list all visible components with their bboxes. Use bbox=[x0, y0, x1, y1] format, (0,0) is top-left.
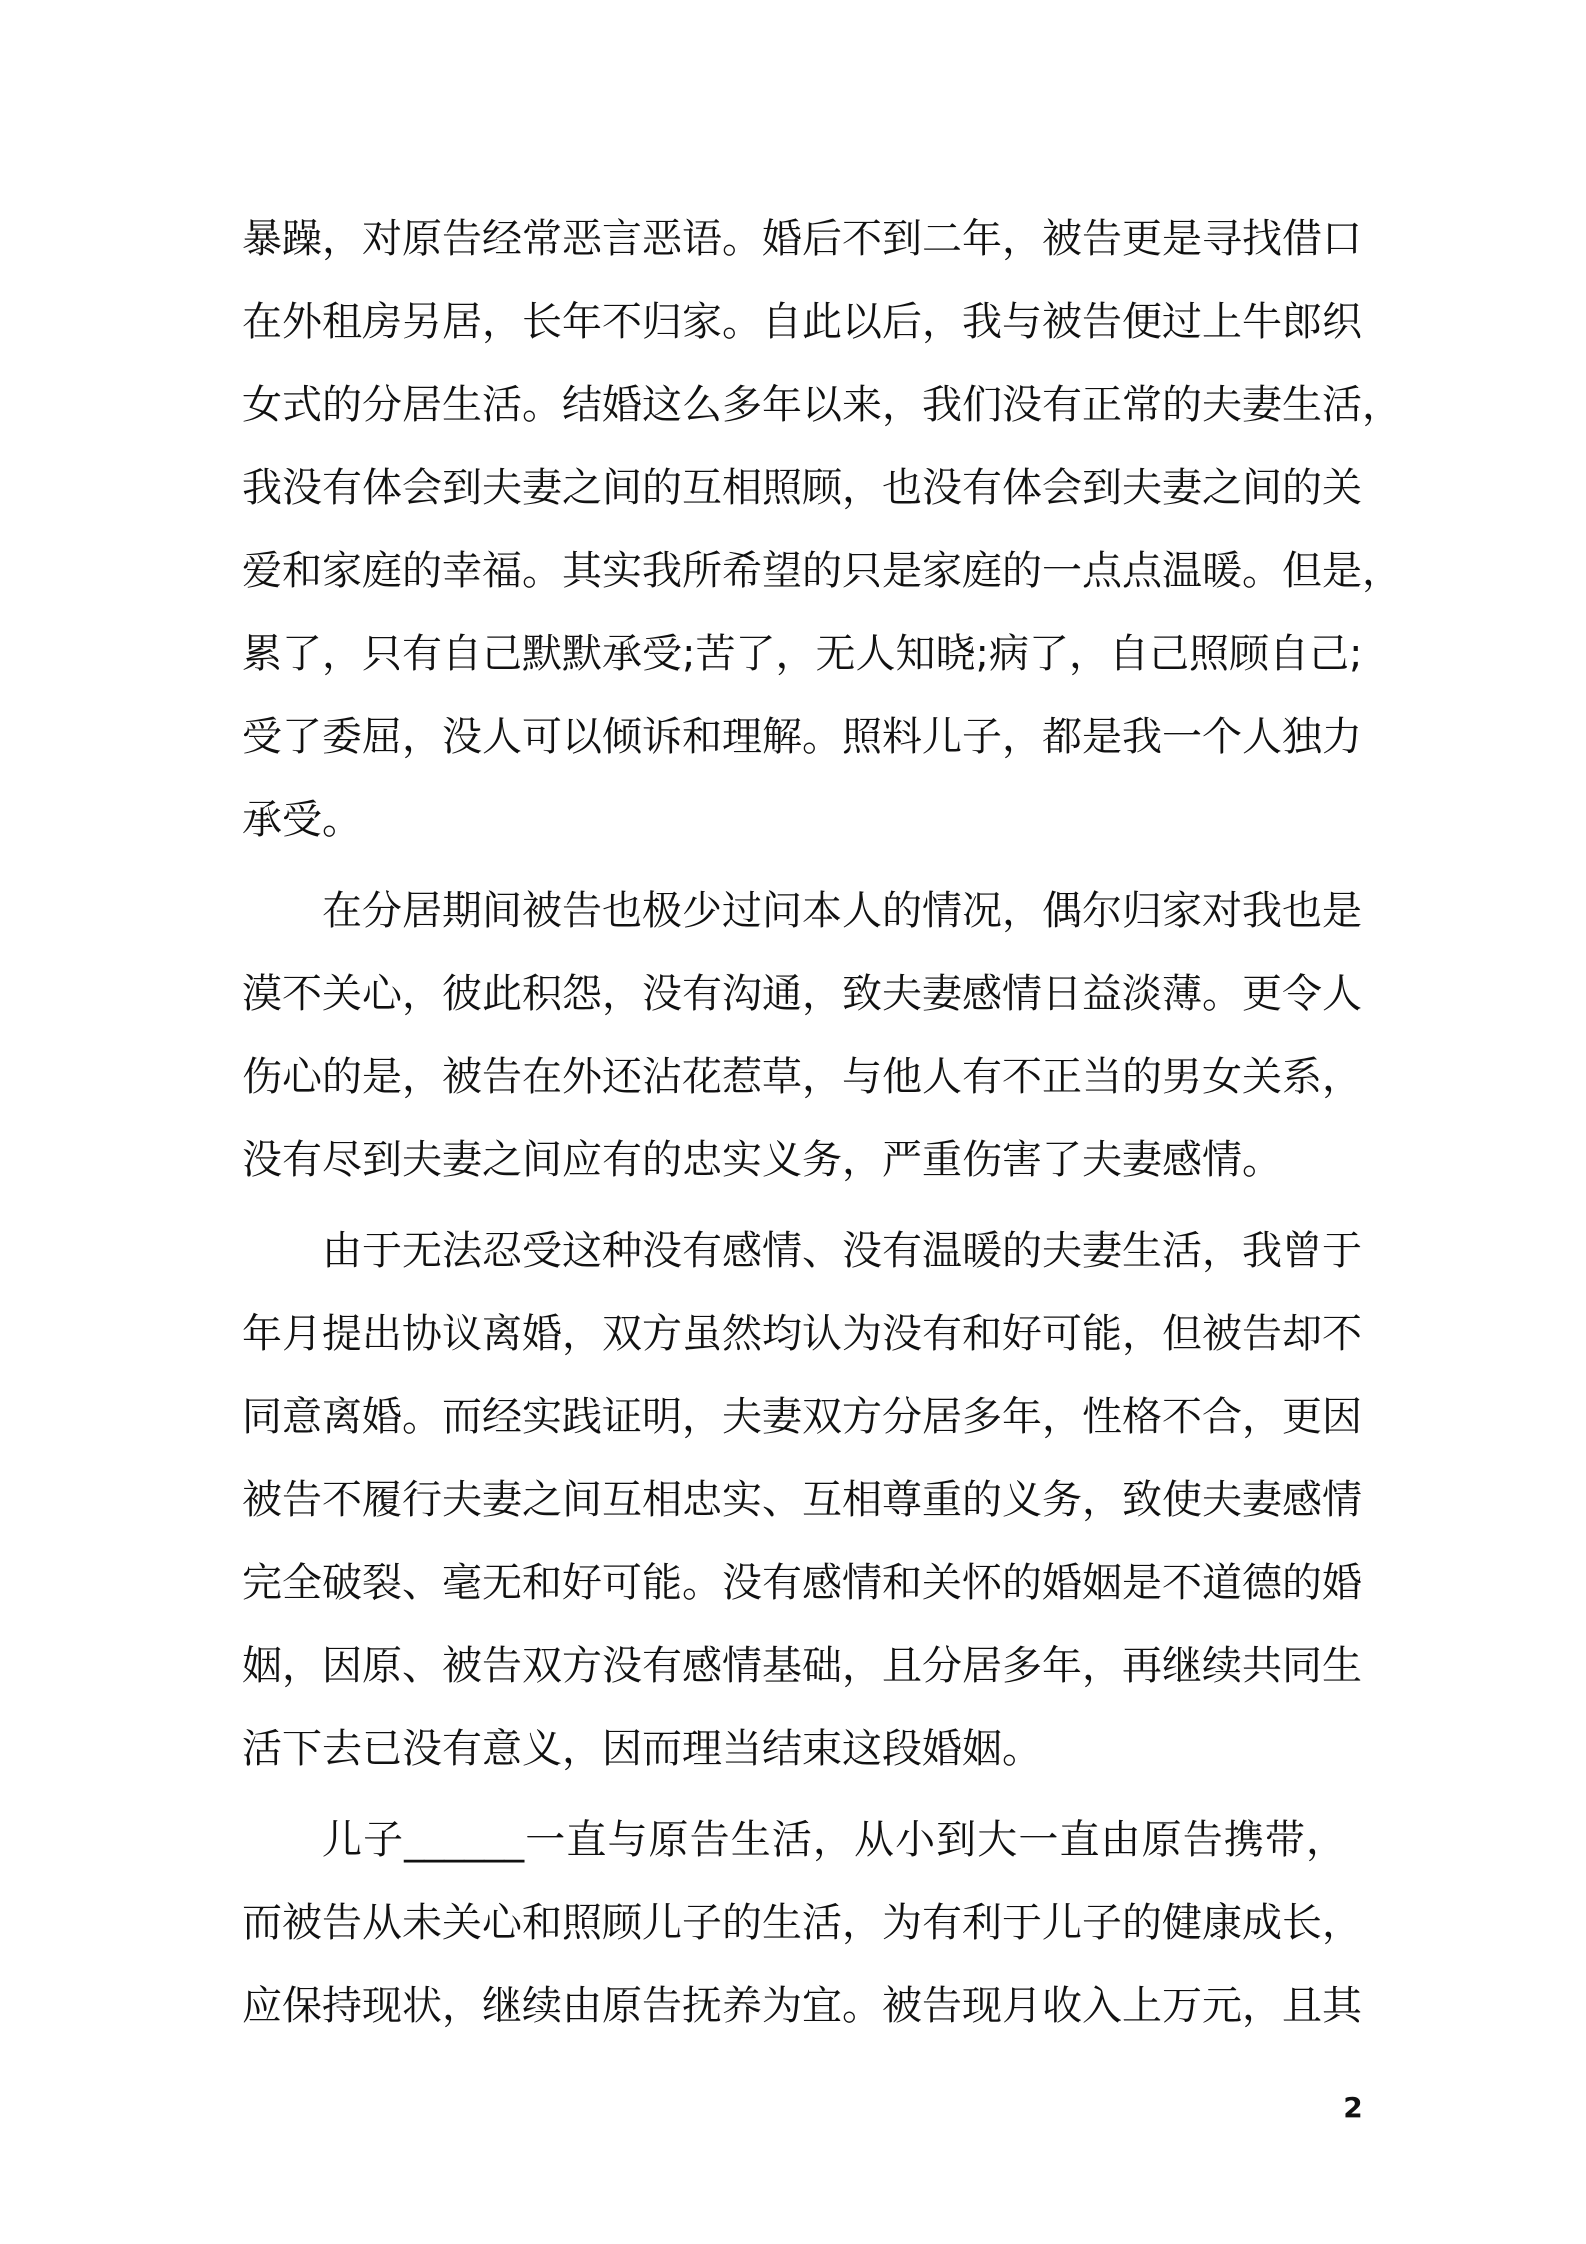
text-line: 爱和家庭的幸福。其实我所希望的只是家庭的一点点温暖。但是， bbox=[242, 548, 1402, 594]
text-line: 年月提出协议离婚，双方虽然均认为没有和好可能，但被告却不 bbox=[242, 1311, 1362, 1357]
text-line: 受了委屈，没人可以倾诉和理解。照料儿子，都是我一个人独力 bbox=[242, 714, 1362, 760]
paragraph-first-line: 在分居期间被告也极少过问本人的情况，偶尔归家对我也是 bbox=[322, 888, 1362, 934]
text-line: 承受。 bbox=[242, 797, 362, 843]
text-line: 而被告从未关心和照顾儿子的生活，为有利于儿子的健康成长， bbox=[242, 1900, 1362, 1946]
text-line: 应保持现状，继续由原告抚养为宜。被告现月收入上万元，且其 bbox=[242, 1983, 1362, 2029]
text-line: 伤心的是，被告在外还沾花惹草，与他人有不正当的男女关系， bbox=[242, 1054, 1362, 1100]
text-line: 完全破裂、毫无和好可能。没有感情和关怀的婚姻是不道德的婚 bbox=[242, 1560, 1362, 1606]
text-line: 同意离婚。而经实践证明，夫妻双方分居多年，性格不合，更因 bbox=[242, 1394, 1362, 1440]
text-line: 暴躁，对原告经常恶言恶语。婚后不到二年，被告更是寻找借口 bbox=[242, 216, 1362, 262]
text-line: 在外租房另居，长年不归家。自此以后，我与被告便过上牛郎织 bbox=[242, 299, 1362, 345]
text-line: 漠不关心，彼此积怨，没有沟通，致夫妻感情日益淡薄。更令人 bbox=[242, 971, 1362, 1017]
text-line: 我没有体会到夫妻之间的互相照顾，也没有体会到夫妻之间的关 bbox=[242, 465, 1362, 511]
paragraph-first-line: 由于无法忍受这种没有感情、没有温暖的夫妻生活，我曾于 bbox=[322, 1228, 1362, 1274]
text-line: 姻，因原、被告双方没有感情基础，且分居多年，再继续共同生 bbox=[242, 1643, 1362, 1689]
document-body bbox=[242, 198, 1402, 2048]
text-line: 女式的分居生活。结婚这么多年以来，我们没有正常的夫妻生活， bbox=[242, 382, 1402, 428]
text-line: 被告不履行夫妻之间互相忠实、互相尊重的义务，致使夫妻感情 bbox=[242, 1477, 1362, 1523]
text-line: 活下去已没有意义，因而理当结束这段婚姻。 bbox=[242, 1726, 1042, 1772]
page-number: 2 bbox=[1343, 2091, 1363, 2124]
paragraph-first-line: 儿子______一直与原告生活，从小到大一直由原告携带， bbox=[322, 1817, 1346, 1863]
text-line: 没有尽到夫妻之间应有的忠实义务，严重伤害了夫妻感情。 bbox=[242, 1137, 1282, 1183]
text-line: 累了，只有自己默默承受;苦了，无人知晓;病了，自己照顾自己; bbox=[242, 631, 1363, 677]
